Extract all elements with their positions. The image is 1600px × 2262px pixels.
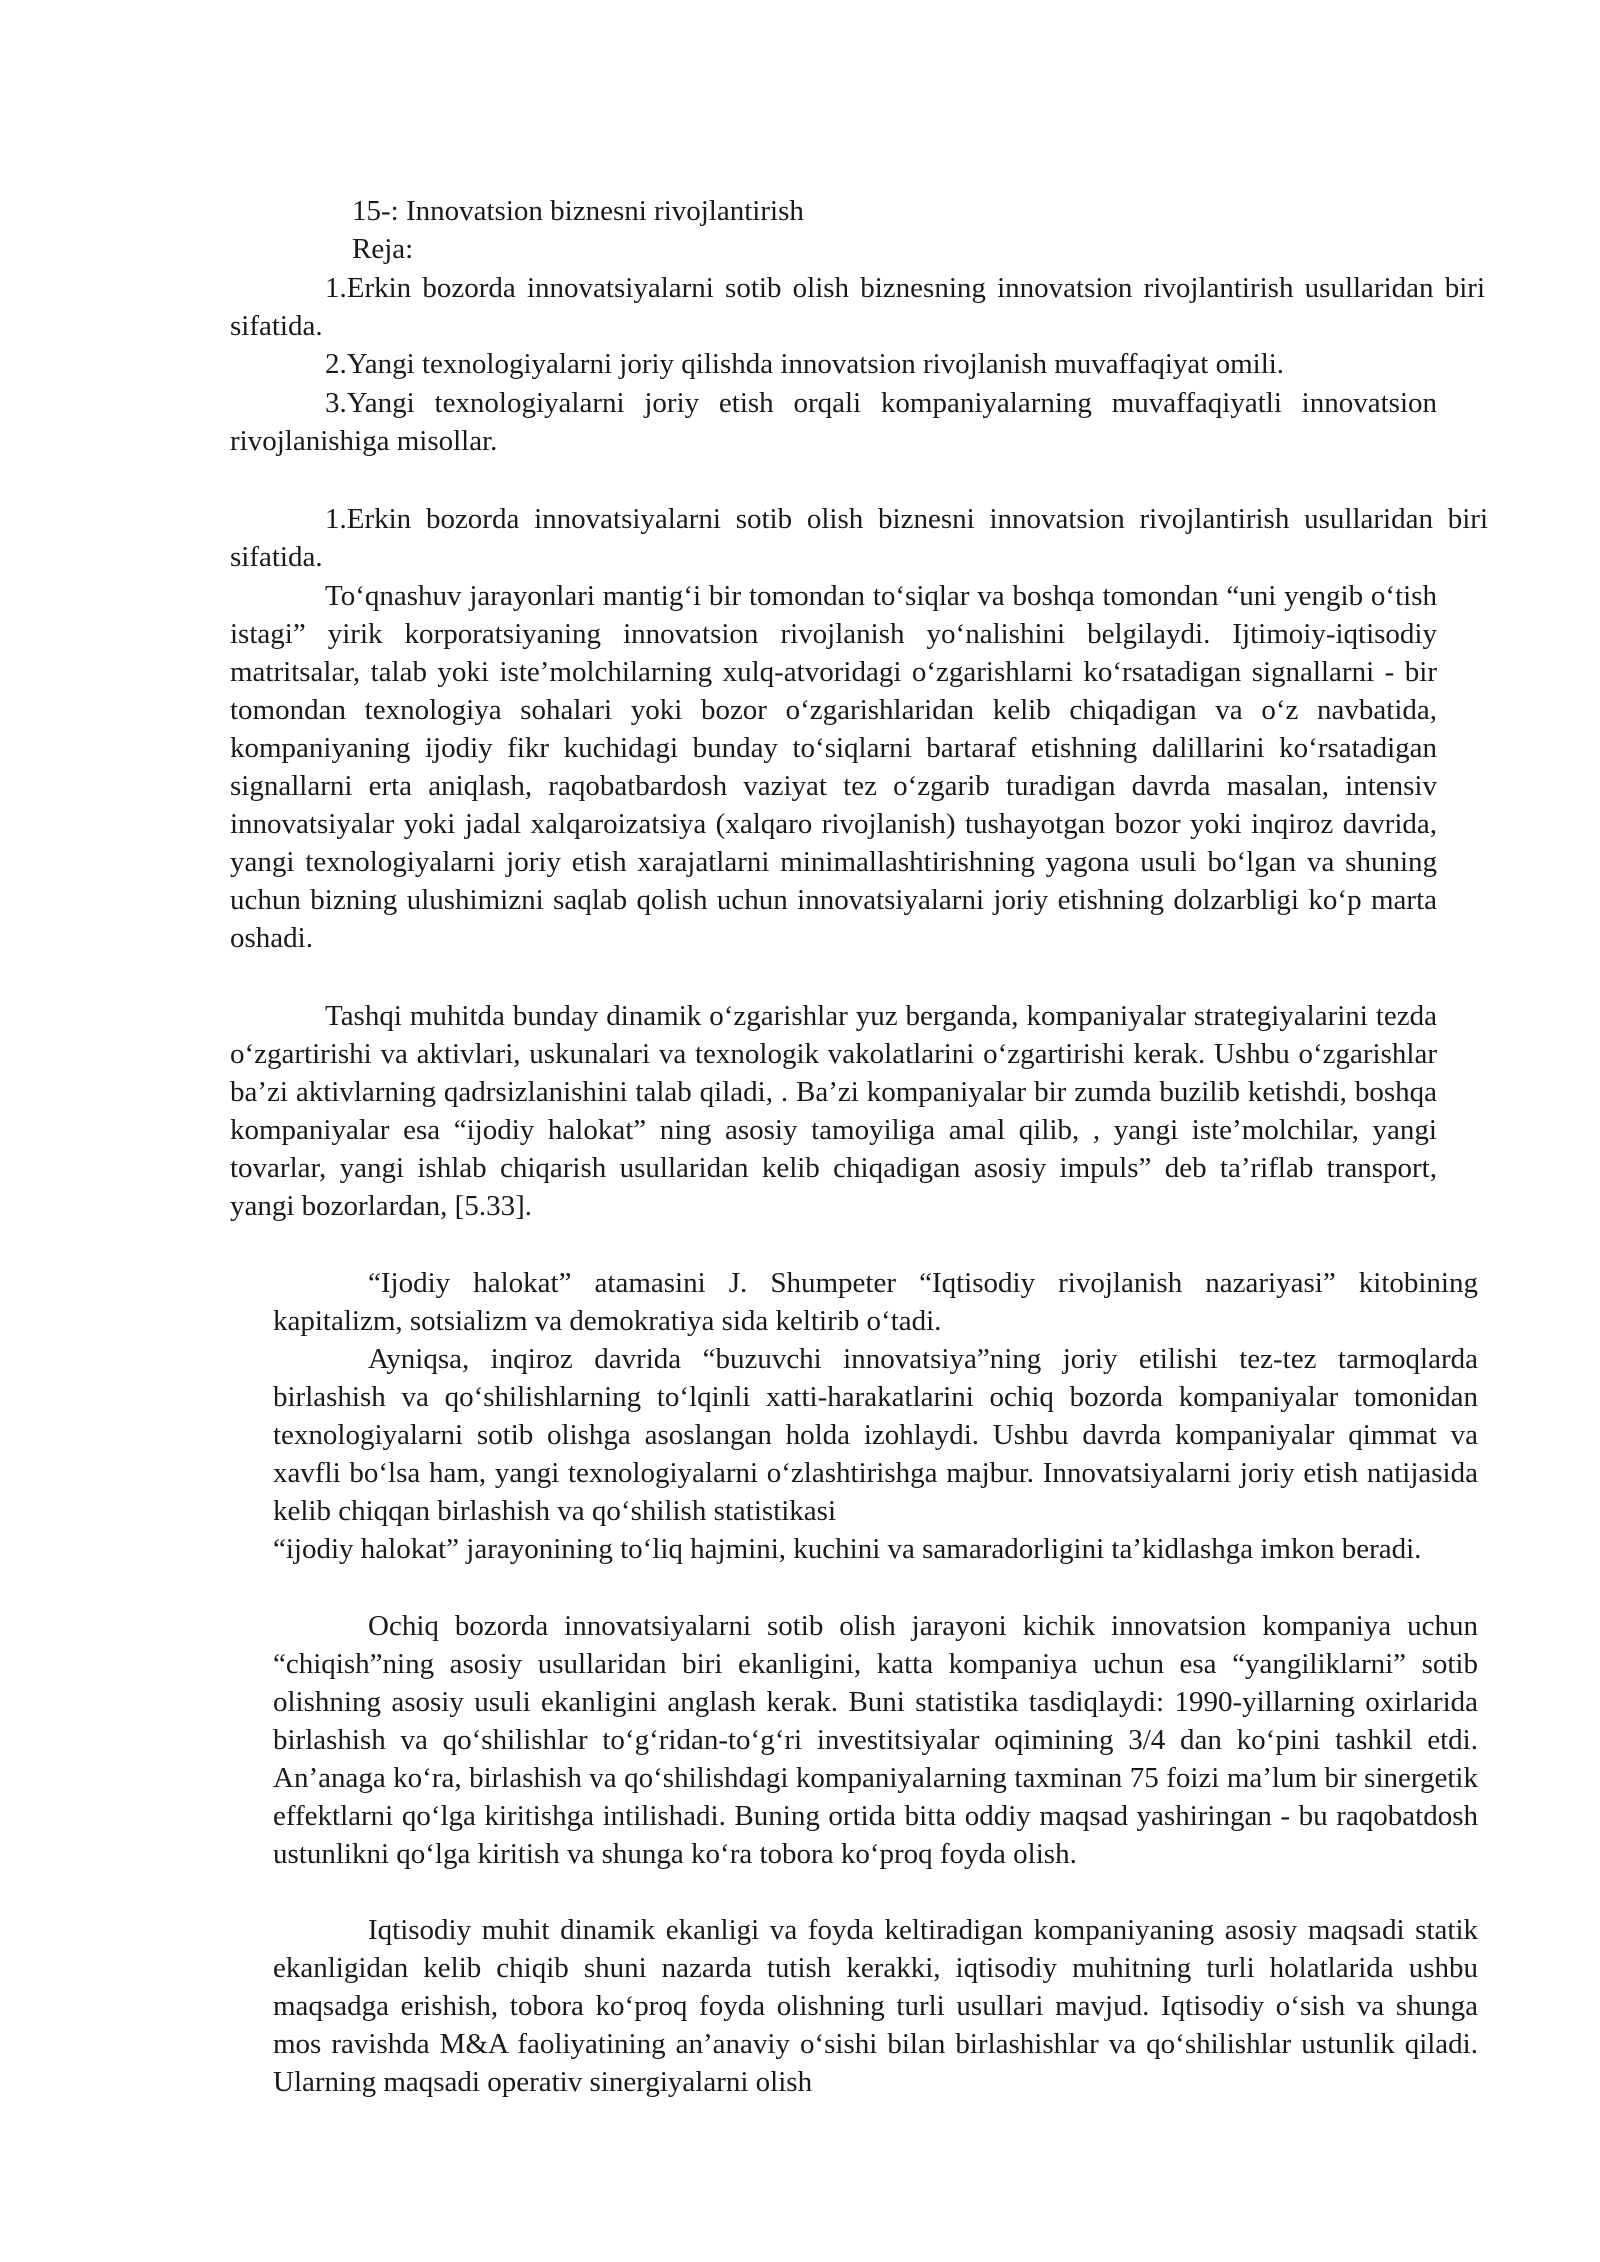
section-heading: 1.Erkin bozorda innovatsiyalarni sotib olish biznesni innovatsion rivojlantirish usullaridan biri sifatida. [230,503,1488,573]
paragraph-7: Iqtisodiy muhit dinamik ekanligi va foyda keltiradigan kompaniyaning asosiy maqsadi statik ekanligidan kelib chiqib shuni nazarda tutish kerakki, iqtisodiy muhitning turli holatlarida ushbu maqsadga erishish, tobora ko‘proq foyda olishning turli usullari mavjud. Iqtisodiy o‘sish va shunga mos ravishda M&A faoliyatining an’anaviy o‘sishi bilan birlashishlar va qo‘shilishlar ustunlik qiladi. Ularning maqsadi operativ sinergiyalarni olish [273,1914,1478,2098]
paragraph-6: Ochiq bozorda innovatsiyalarni sotib olish jarayoni kichik innovatsion kompaniya uchun “chiqish”ning asosiy usullaridan biri ekanligini, katta kompaniya uchun esa “yangiliklarni” sotib olishning asosiy usuli ekanligini anglash kerak. Buni statistika tasdiqlaydi: 1990-yillarning oxirlarida birlashish va qo‘shilishlar to‘g‘ridan-to‘g‘ri investitsiyalar oqimining 3/4 dan ko‘pini tashkil etdi. An’anaga ko‘ra, birlashish va qo‘shilishdagi kompaniyalarning taxminan 75 foizi ma’lum bir sinergetik effektlarni qo‘lga kiritishga intilishadi. Buning ortida bitta oddiy maqsad yashiringan - bu raqobatdosh ustunlikni qo‘lga kiritish va shunga ko‘ra tobora ko‘proq foyda olish. [273,1610,1478,1870]
plan-item-2: 2.Yangi texnologiyalarni joriy qilishda innovatsion rivojlanish muvaffaqiyat omili. [325,348,1285,380]
plan-item-3: 3.Yangi texnologiyalarni joriy etish orqali kompaniyalarning muvaffaqiyatli innovatsion rivojlanishiga misollar. [230,387,1437,457]
paragraph-2: Tashqi muhitda bunday dinamik o‘zgarishlar yuz berganda, kompaniyalar strategiyalarini tezda o‘zgartirishi va aktivlari, uskunalari va texnologik vakolatlarini o‘zgartirishi kerak. Ushbu o‘zgarishlar ba’zi aktivlarning qadrsizlanishini talab qiladi, . Ba’zi kompaniyalar bir zumda buzilib ketishdi, boshqa kompaniyalar esa “ijodiy halokat” ning asosiy tamoyiliga amal qilib, , yangi iste’molchilar, yangi tovarlar, yangi ishlab chiqarish usullaridan kelib chiqadigan asosiy impuls” deb ta’riflab transport, yangi bozorlardan, [5.33]. [230,1000,1437,1222]
plan-item-1: 1.Erkin bozorda innovatsiyalarni sotib olish biznesning innovatsion rivojlantirish usullaridan biri sifatida. [230,272,1485,342]
paragraph-1: To‘qnashuv jarayonlari mantig‘i bir tomondan to‘siqlar va boshqa tomondan “uni yengib o‘tish istagi” yirik korporatsiyaning innovatsion rivojlanish yo‘nalishini belgilaydi. Ijtimoiy-iqtisodiy matritsalar, talab yoki iste’molchilarning xulq-atvoridagi o‘zgarishlarni ko‘rsatadigan signallarni - bir tomondan texnologiya sohalari yoki bozor o‘zgarishlaridan kelib chiqadigan va o‘z navbatida, kompaniyaning ijodiy fikr kuchidagi bunday to‘siqlarni bartaraf etishning dalillarini ko‘rsatadigan signallarni erta aniqlash, raqobatbardosh vaziyat tez o‘zgarib turadigan davrda masalan, intensiv innovatsiyalar yoki jadal xalqaroizatsiya (xalqaro rivojlanish) tushayotgan bozor yoki inqiroz davrida, yangi texnologiyalarni joriy etish xarajatlarni minimallashtirishning yagona usuli bo‘lgan va shuning uchun bizning ulushimizni saqlab qolish uchun innovatsiyalarni joriy etishning dolzarbligi ko‘p marta oshadi. [230,580,1437,954]
paragraph-5: “ijodiy halokat” jarayonining to‘liq hajmini, kuchini va samaradorligini ta’kidlashga imkon beradi. [273,1533,1422,1565]
paragraph-4: Ayniqsa, inqiroz davrida “buzuvchi innovatsiya”ning joriy etilishi tez-tez tarmoqlarda birlashish va qo‘shilishlarning to‘lqinli xatti-harakatlarini ochiq bozorda kompaniyalar tomonidan texnologiyalarni sotib olishga asoslangan holda izohlaydi. Ushbu davrda kompaniyalar qimmat va xavfli bo‘lsa ham, yangi texnologiyalarni o‘zlashtirishga majbur. Innovatsiyalarni joriy etish natijasida kelib chiqqan birlashish va qo‘shilish statistikasi [273,1343,1478,1527]
paragraph-3: “Ijodiy halokat” atamasini J. Shumpeter “Iqtisodiy rivojlanish nazariyasi” kitobining kapitalizm, sotsializm va demokratiya sida keltirib o‘tadi. [273,1267,1478,1337]
document-title: 15-: Innovatsion biznesni rivojlantirish [352,195,804,227]
plan-label: Reja: [352,233,414,265]
